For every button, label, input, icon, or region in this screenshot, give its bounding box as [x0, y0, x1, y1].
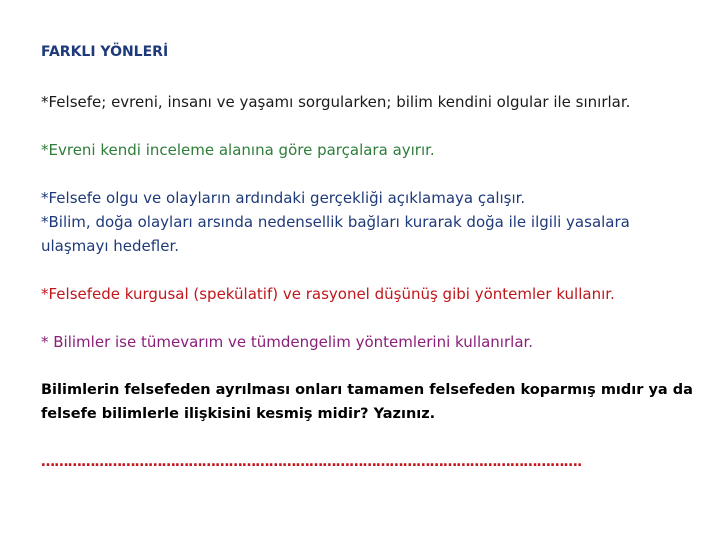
- paragraph-felsefe-bilim: *Felsefe; evreni, insanı ve yaşamı sorgularken; bilim kendini olgular ile sınırlar.: [41, 93, 631, 111]
- paragraph-bilim-yontem: * Bilimler ise tümevarım ve tümdengelim yöntemlerini kullanırlar.: [41, 333, 534, 351]
- paragraph-felsefe-yontem: *Felsefede kurgusal (spekülatif) ve rasyonel düşünüş gibi yöntemler kullanır.: [41, 285, 615, 303]
- question-text: Bilimlerin felsefeden ayrılması onları tamamen felsefeden koparmış mıdır ya da felsefe bilimlerle ilişkisini kesmiş midir? Yazınız.: [41, 382, 693, 422]
- paragraph-evreni-parcalar: *Evreni kendi inceleme alanına göre parçalara ayırır.: [41, 141, 435, 159]
- paragraph-bilim-doga: *Bilim, doğa olayları arsında nedensellik bağları kurarak doğa ile ilgili yasalara ulaşmayı hedefler.: [41, 213, 630, 255]
- slide-title: FARKLI YÖNLERİ: [41, 44, 169, 60]
- answer-line: ………………………………………………………………………………………………………….: [41, 454, 582, 470]
- paragraph-felsefe-olgu: *Felsefe olgu ve olayların ardındaki gerçekliği açıklamaya çalışır.: [41, 189, 526, 207]
